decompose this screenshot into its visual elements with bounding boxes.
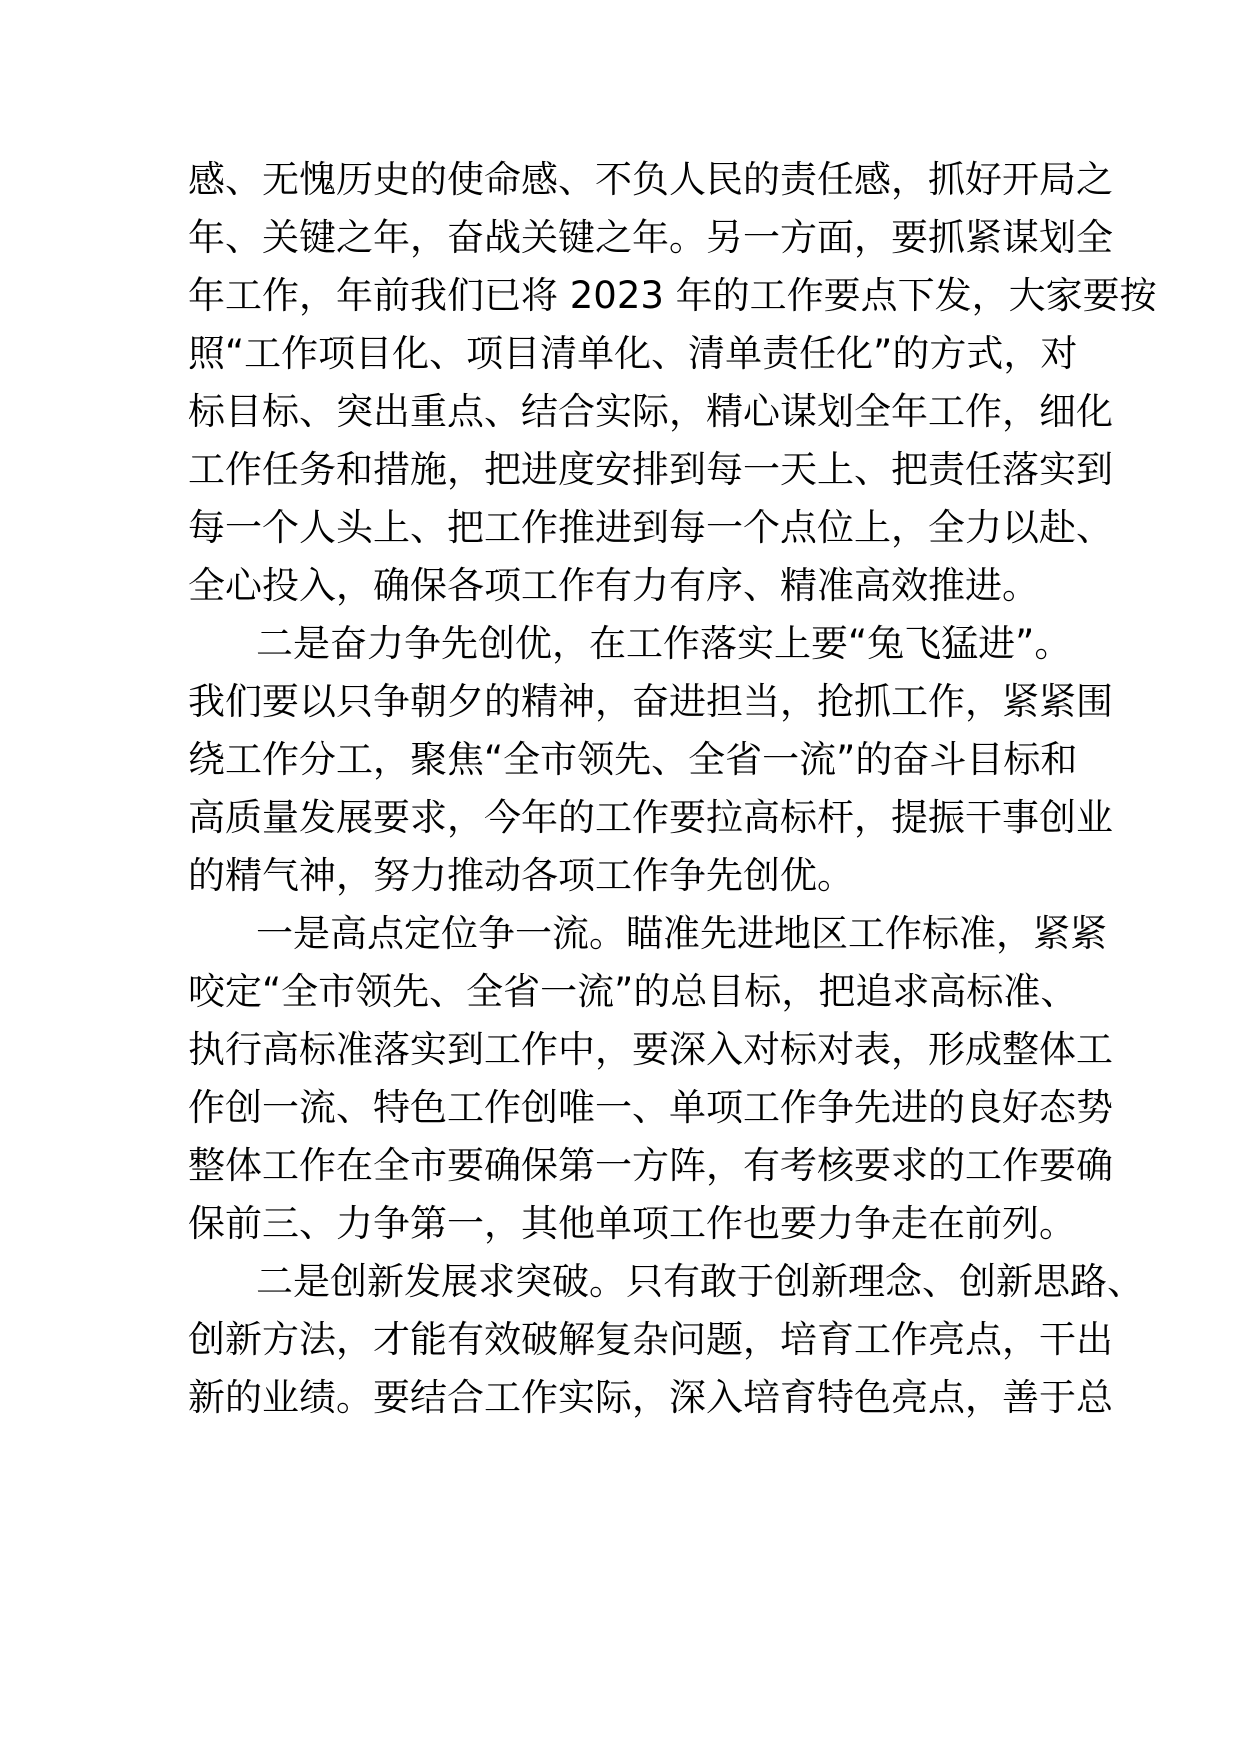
text-line: 高质量发展要求，今年的工作要拉高标杆，提振干事创业 (188, 796, 1113, 839)
text-line: 执行高标准落实到工作中，要深入对标对表，形成整体工 (188, 1028, 1113, 1071)
paragraph-heading: 一是高点定位争一流。瞄准先进地区工作标准，紧紧 (256, 912, 1107, 955)
paragraph-heading: 二是创新发展求突破。只有敢于创新理念、创新思路、 (256, 1260, 1144, 1303)
text-line: 咬定“全市领先、全省一流”的总目标，把追求高标准、 (188, 970, 1078, 1013)
text-line: 每一个人头上、把工作推进到每一个点位上，全力以赴、 (188, 506, 1113, 549)
text-line: 绕工作分工，聚焦“全市领先、全省一流”的奋斗目标和 (188, 738, 1078, 781)
text-line: 照“工作项目化、项目清单化、清单责任化”的方式，对 (188, 332, 1078, 375)
text-line: 我们要以只争朝夕的精神，奋进担当，抢抓工作，紧紧围 (188, 680, 1113, 723)
text-line: 作创一流、特色工作创唯一、单项工作争先进的良好态势 (188, 1086, 1113, 1129)
text-line: 年、关键之年，奋战关键之年。另一方面，要抓紧谋划全 (188, 216, 1113, 259)
paragraph-heading: 二是奋力争先创优，在工作落实上要“兔飞猛进”。 (256, 622, 1072, 665)
text-line: 年工作，年前我们已将 2023 年的工作要点下发，大家要按 (188, 274, 1157, 317)
text-line: 标目标、突出重点、结合实际，精心谋划全年工作，细化 (188, 390, 1113, 433)
text-line: 工作任务和措施，把进度安排到每一天上、把责任落实到 (188, 448, 1113, 491)
text-line: 感、无愧历史的使命感、不负人民的责任感，抓好开局之 (188, 158, 1113, 201)
text-line: 全心投入，确保各项工作有力有序、精准高效推进。 (188, 564, 1039, 607)
text-line: 的精气神，努力推动各项工作争先创优。 (188, 854, 854, 897)
text-line: 保前三、力争第一，其他单项工作也要力争走在前列。 (188, 1202, 1076, 1245)
text-line: 整体工作在全市要确保第一方阵，有考核要求的工作要确 (188, 1144, 1113, 1187)
text-line: 新的业绩。要结合工作实际，深入培育特色亮点，善于总 (188, 1376, 1113, 1419)
text-line: 创新方法，才能有效破解复杂问题，培育工作亮点，干出 (188, 1318, 1113, 1361)
